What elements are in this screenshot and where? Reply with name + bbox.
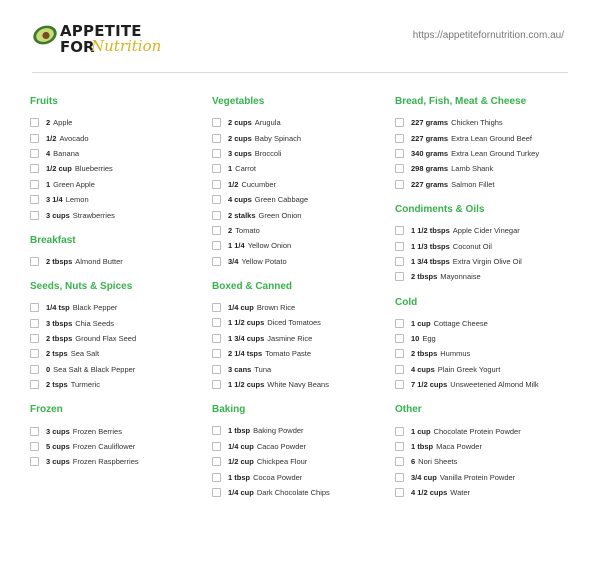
column-3	[395, 96, 575, 512]
item-checkbox[interactable]	[212, 426, 221, 435]
list-item	[30, 146, 200, 161]
item-quantity: 4 cups	[228, 195, 252, 205]
item-name: Sea Salt	[70, 349, 100, 359]
list-item	[212, 439, 382, 454]
item-quantity: 2 tbsps	[46, 256, 73, 266]
item-name: Apple	[53, 118, 73, 128]
item-name: Brown Rice	[256, 303, 296, 313]
item-quantity: 4 cups	[411, 364, 435, 374]
item-name: Tomato	[235, 225, 260, 235]
list-section	[395, 404, 575, 500]
list-item	[212, 361, 382, 376]
item-checkbox[interactable]	[212, 149, 221, 158]
item-quantity: 1	[46, 179, 51, 189]
list-item	[212, 238, 382, 253]
item-name: Green Apple	[53, 179, 95, 189]
list-item	[30, 130, 200, 145]
list-item	[212, 315, 382, 330]
item-name: Frozen Raspberries	[72, 457, 139, 467]
list-item	[30, 454, 200, 469]
item-quantity: 2 1/4 tsps	[228, 349, 263, 359]
item-quantity: 227 grams	[411, 179, 449, 189]
item-checkbox[interactable]	[212, 473, 221, 482]
item-checkbox[interactable]	[395, 334, 404, 343]
list-item	[395, 423, 575, 438]
item-quantity: 2 cups	[228, 133, 252, 143]
avocado-icon	[32, 23, 58, 47]
item-checkbox[interactable]	[212, 134, 221, 143]
item-name: Banana	[53, 148, 80, 158]
item-name: Diced Tomatoes	[267, 318, 321, 328]
item-quantity: 3 cans	[228, 364, 252, 374]
item-name: Lamb Shank	[451, 164, 494, 174]
item-name: Chickpea Flour	[256, 457, 308, 467]
item-name: Lemon	[65, 195, 89, 205]
item-checkbox[interactable]	[212, 211, 221, 220]
item-name: Chocolate Protein Powder	[433, 426, 521, 436]
item-quantity: 2	[228, 225, 233, 235]
column-1	[30, 96, 200, 482]
item-checkbox[interactable]	[212, 318, 221, 327]
item-quantity: 1 tbsp	[411, 442, 434, 452]
item-quantity: 5 cups	[46, 442, 70, 452]
item-quantity: 1/4 cup	[228, 303, 254, 313]
list-item	[212, 223, 382, 238]
item-checkbox[interactable]	[30, 303, 39, 312]
list-item	[395, 485, 575, 500]
section-title: Cold	[395, 296, 418, 308]
item-name: Yellow Potato	[241, 256, 287, 266]
list-section	[30, 404, 200, 469]
item-quantity: 298 grams	[411, 164, 449, 174]
item-name: Carrot	[235, 164, 257, 174]
item-name: Unsweetened Almond Milk	[450, 380, 539, 390]
item-checkbox[interactable]	[30, 349, 39, 358]
item-name: Arugula	[254, 118, 281, 128]
item-name: Tuna	[254, 364, 272, 374]
item-name: Chicken Thighs	[451, 118, 503, 128]
list-item	[395, 130, 575, 145]
list-item	[30, 207, 200, 222]
item-checkbox[interactable]	[395, 442, 404, 451]
item-name: Strawberries	[72, 210, 115, 220]
section-title: Vegetables	[212, 96, 265, 107]
logo	[32, 20, 192, 54]
item-quantity: 3 cups	[46, 457, 70, 467]
item-checkbox[interactable]	[30, 134, 39, 143]
item-checkbox[interactable]	[212, 442, 221, 451]
item-name: Salmon Fillet	[451, 179, 495, 189]
item-quantity: 4 1/2 cups	[411, 488, 448, 498]
item-name: Ground Flax Seed	[75, 334, 137, 344]
list-item	[212, 300, 382, 315]
item-checkbox[interactable]	[212, 180, 221, 189]
list-item	[395, 238, 575, 253]
item-quantity: 6	[411, 457, 416, 467]
section-title: Frozen	[30, 404, 63, 416]
item-checkbox[interactable]	[395, 457, 404, 466]
item-quantity: 1/4 cup	[228, 441, 254, 451]
item-name: Chia Seeds	[75, 318, 115, 328]
item-quantity: 1/2 cup	[228, 457, 254, 467]
item-checkbox[interactable]	[395, 226, 404, 235]
list-item	[212, 130, 382, 145]
item-quantity: 1 1/2 cups	[228, 380, 265, 390]
item-checkbox[interactable]	[212, 488, 221, 497]
item-checkbox[interactable]	[30, 334, 39, 343]
list-item	[30, 331, 200, 346]
item-quantity: 4	[46, 148, 51, 158]
list-item	[212, 115, 382, 130]
item-quantity: 1 tbsp	[228, 426, 251, 436]
list-section	[212, 281, 382, 392]
list-item	[395, 146, 575, 161]
item-name: Baby Spinach	[254, 133, 302, 143]
item-checkbox[interactable]	[30, 319, 39, 328]
item-quantity: 340 grams	[411, 148, 449, 158]
item-quantity: 3/4 cup	[411, 472, 437, 482]
item-checkbox[interactable]	[395, 473, 404, 482]
item-checkbox[interactable]	[212, 241, 221, 250]
list-item	[212, 454, 382, 469]
item-quantity: 1/4 cup	[228, 488, 254, 497]
item-checkbox[interactable]	[395, 349, 404, 358]
item-name: Baking Powder	[253, 426, 304, 436]
item-checkbox[interactable]	[30, 118, 39, 127]
item-quantity: 1 3/4 cups	[228, 333, 265, 343]
item-name: Apple Cider Vinegar	[452, 226, 520, 236]
section-title: Bread, Fish, Meat & Cheese	[395, 96, 527, 107]
item-name: Almond Butter	[75, 256, 123, 266]
list-item	[212, 207, 382, 222]
item-checkbox[interactable]	[395, 242, 404, 251]
list-item	[395, 439, 575, 454]
list-item	[30, 300, 200, 315]
header-divider	[32, 72, 568, 73]
list-section	[395, 96, 575, 192]
list-item	[395, 331, 575, 346]
item-name: Extra Lean Ground Beef	[451, 133, 532, 143]
item-checkbox[interactable]	[212, 365, 221, 374]
item-name: Mayonnaise	[440, 272, 481, 282]
list-section	[395, 297, 575, 393]
item-name: Jasmine Rice	[267, 333, 313, 343]
item-checkbox[interactable]	[30, 195, 39, 204]
item-quantity: 3 1/4	[46, 195, 63, 205]
item-checkbox[interactable]	[395, 118, 404, 127]
section-title: Seeds, Nuts & Spices	[30, 281, 133, 293]
page-header	[0, 0, 600, 74]
item-quantity: 227 grams	[411, 118, 449, 128]
list-item	[30, 254, 200, 269]
item-quantity: 1	[228, 164, 233, 174]
section-title: Condiments & Oils	[395, 203, 485, 215]
item-checkbox[interactable]	[30, 380, 39, 389]
item-checkbox[interactable]	[30, 149, 39, 158]
item-name: Cacao Powder	[256, 441, 307, 451]
column-2	[212, 96, 382, 512]
list-item	[212, 331, 382, 346]
item-checkbox[interactable]	[212, 349, 221, 358]
list-section	[212, 404, 382, 500]
list-item	[212, 161, 382, 176]
list-item	[395, 377, 575, 392]
list-item	[395, 470, 575, 485]
item-name: Frozen Berries	[72, 426, 122, 436]
list-section	[30, 96, 200, 223]
list-item	[30, 316, 200, 331]
list-item	[212, 177, 382, 192]
item-checkbox[interactable]	[395, 134, 404, 143]
item-quantity: 3 tbsps	[46, 318, 73, 328]
item-quantity: 1 1/3 tbsps	[411, 241, 450, 251]
list-item	[30, 346, 200, 361]
item-checkbox[interactable]	[212, 164, 221, 173]
item-checkbox[interactable]	[212, 257, 221, 266]
list-item	[30, 377, 200, 392]
item-quantity: 1 1/2 cups	[228, 318, 265, 328]
list-item	[395, 454, 575, 469]
item-name: White Navy Beans	[267, 380, 329, 390]
item-quantity: 1/4 tsp	[46, 303, 70, 313]
item-quantity: 1 cup	[411, 426, 431, 436]
section-title: Baking	[212, 404, 246, 416]
item-checkbox[interactable]	[395, 180, 404, 189]
item-quantity: 0	[46, 364, 51, 374]
item-name: Coconut Oil	[452, 241, 492, 251]
item-name: Cocoa Powder	[253, 472, 303, 482]
item-name: Avocado	[59, 133, 89, 143]
item-quantity: 7 1/2 cups	[411, 380, 448, 390]
item-name: Cottage Cheese	[433, 318, 488, 328]
list-item	[395, 254, 575, 269]
item-checkbox[interactable]	[30, 427, 39, 436]
item-checkbox[interactable]	[30, 211, 39, 220]
list-section	[30, 235, 200, 269]
item-checkbox[interactable]	[30, 457, 39, 466]
list-item	[212, 377, 382, 392]
list-item	[395, 316, 575, 331]
item-quantity: 2 stalks	[228, 210, 256, 220]
item-quantity: 3/4	[228, 256, 239, 266]
logo-text-bottom: FOR	[60, 38, 95, 56]
section-title: Boxed & Canned	[212, 280, 293, 292]
list-item	[212, 146, 382, 161]
item-name: Dark Chocolate Chips	[256, 488, 330, 497]
item-checkbox[interactable]	[30, 257, 39, 266]
item-quantity: 1 1/2 tbsps	[411, 226, 450, 236]
item-quantity: 3 cups	[228, 148, 252, 158]
item-checkbox[interactable]	[212, 303, 221, 312]
list-item	[395, 346, 575, 361]
item-quantity: 2 tbsps	[46, 334, 73, 344]
item-checkbox[interactable]	[395, 380, 404, 389]
item-checkbox[interactable]	[212, 334, 221, 343]
list-item	[30, 115, 200, 130]
item-quantity: 2 tbsps	[411, 272, 438, 282]
list-item	[395, 177, 575, 192]
list-item	[212, 423, 382, 438]
item-quantity: 2	[46, 118, 51, 128]
item-checkbox[interactable]	[395, 257, 404, 266]
list-item	[212, 192, 382, 207]
list-item	[212, 254, 382, 269]
item-checkbox[interactable]	[212, 457, 221, 466]
item-quantity: 2 tsps	[46, 349, 68, 359]
list-item	[395, 223, 575, 238]
item-checkbox[interactable]	[395, 319, 404, 328]
item-name: Hummus	[440, 349, 471, 359]
list-item	[30, 439, 200, 454]
item-checkbox[interactable]	[30, 164, 39, 173]
item-name: Yellow Onion	[247, 241, 292, 251]
item-checkbox[interactable]	[395, 272, 404, 281]
item-name: Tomato Paste	[265, 349, 312, 359]
item-checkbox[interactable]	[212, 380, 221, 389]
item-quantity: 1/2	[228, 179, 239, 189]
item-quantity: 1/2 cup	[46, 164, 72, 174]
logo-text-top: APPETITE	[60, 22, 142, 40]
item-name: Maca Powder	[436, 442, 482, 452]
item-quantity: 1 cup	[411, 318, 431, 328]
item-checkbox[interactable]	[395, 164, 404, 173]
list-item	[30, 423, 200, 438]
list-section	[30, 281, 200, 392]
item-name: Water	[450, 488, 471, 498]
item-name: Green Onion	[258, 210, 302, 220]
list-item	[212, 485, 382, 500]
item-name: Frozen Cauliflower	[72, 442, 136, 452]
item-name: Nori Sheets	[418, 457, 458, 467]
item-quantity: 3 cups	[46, 210, 70, 220]
item-name: Blueberries	[74, 164, 113, 174]
item-name: Egg	[422, 334, 436, 344]
list-item	[30, 192, 200, 207]
section-title: Fruits	[30, 96, 58, 107]
item-checkbox[interactable]	[212, 195, 221, 204]
list-item	[395, 115, 575, 130]
item-name: Turmeric	[70, 380, 100, 390]
item-checkbox[interactable]	[395, 149, 404, 158]
item-name: Extra Virgin Olive Oil	[452, 256, 522, 266]
item-quantity: 2 cups	[228, 118, 252, 128]
item-checkbox[interactable]	[30, 442, 39, 451]
list-item	[30, 161, 200, 176]
list-item	[212, 469, 382, 484]
list-item	[30, 362, 200, 377]
item-name: Extra Lean Ground Turkey	[451, 148, 540, 158]
item-checkbox[interactable]	[395, 488, 404, 497]
item-name: Black Pepper	[72, 303, 118, 313]
item-name: Vanilla Protein Powder	[439, 472, 516, 482]
item-checkbox[interactable]	[395, 365, 404, 374]
item-checkbox[interactable]	[30, 180, 39, 189]
item-name: Cucumber	[241, 179, 277, 189]
logo-script-text: Nutrition	[91, 37, 162, 55]
item-quantity: 2 tbsps	[411, 349, 438, 359]
list-item	[30, 177, 200, 192]
item-checkbox[interactable]	[212, 226, 221, 235]
item-checkbox[interactable]	[395, 427, 404, 436]
section-title: Breakfast	[30, 234, 76, 246]
list-item	[395, 269, 575, 284]
item-name: Broccoli	[254, 148, 282, 158]
item-quantity: 1 1/4	[228, 241, 245, 251]
list-item	[395, 161, 575, 176]
section-title: Other	[395, 404, 422, 416]
item-quantity: 227 grams	[411, 133, 449, 143]
item-checkbox[interactable]	[212, 118, 221, 127]
list-section	[212, 96, 382, 269]
item-checkbox[interactable]	[30, 365, 39, 374]
item-name: Plain Greek Yogurt	[437, 364, 501, 374]
item-name: Green Cabbage	[254, 195, 309, 205]
item-quantity: 1 3/4 tbsps	[411, 256, 450, 266]
item-quantity: 10	[411, 334, 420, 344]
site-url[interactable]: https://appetitefornutrition.com.au/	[412, 30, 564, 41]
list-item	[395, 362, 575, 377]
list-section	[395, 204, 575, 285]
item-name: Sea Salt & Black Pepper	[53, 364, 136, 374]
item-quantity: 1 tbsp	[228, 472, 251, 482]
list-item	[212, 346, 382, 361]
item-quantity: 1/2	[46, 133, 57, 143]
item-quantity: 3 cups	[46, 426, 70, 436]
item-quantity: 2 tsps	[46, 380, 68, 390]
